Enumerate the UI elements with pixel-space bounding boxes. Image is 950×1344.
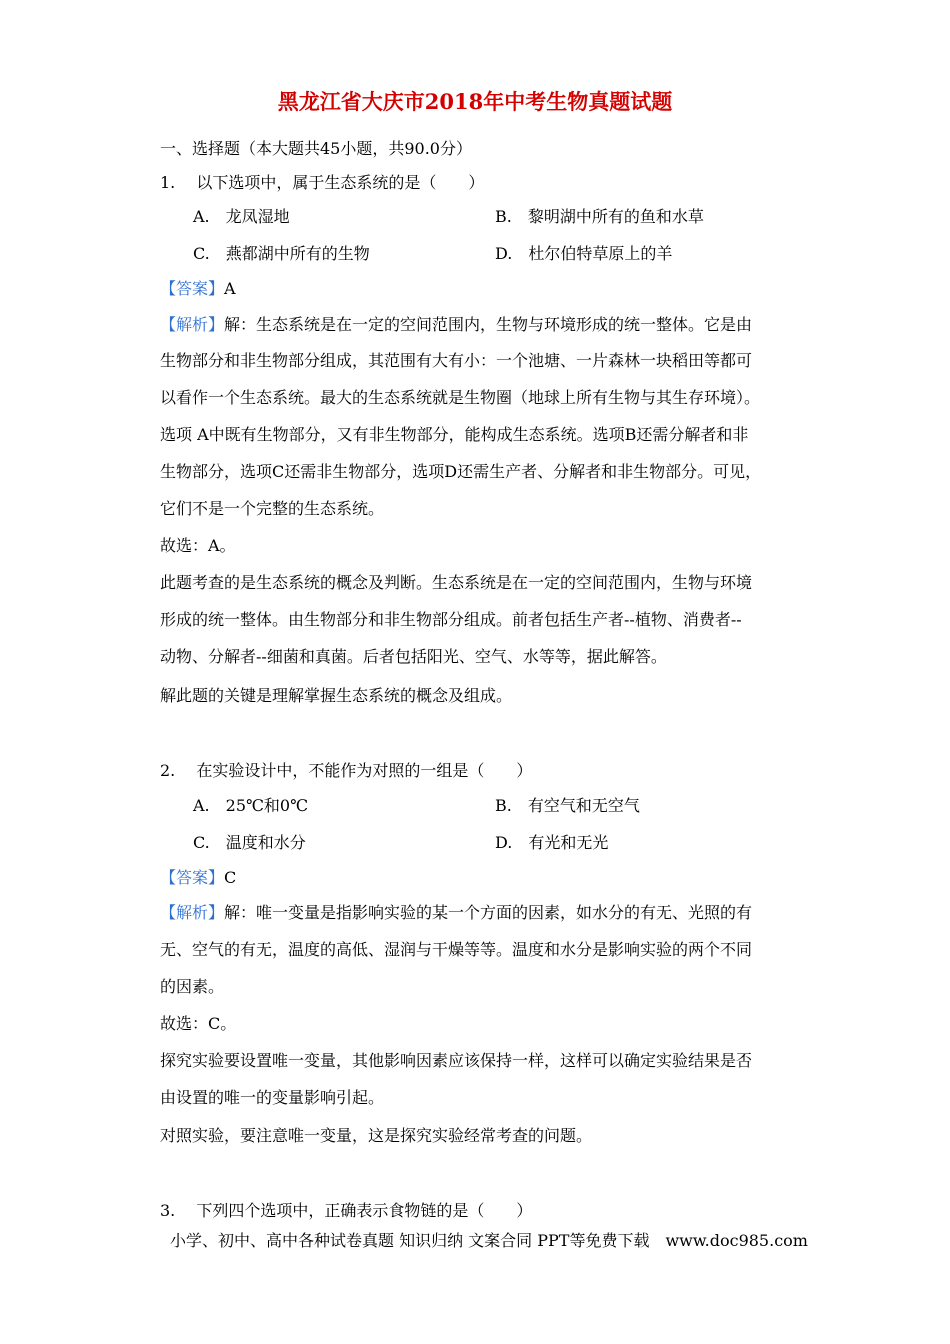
q1-choice: 故选：A。 (160, 536, 236, 555)
q1-analysis-line: 选项 A中既有生物部分，又有非生物部分，能构成生态系统。选项B还需分解者和非 (160, 425, 749, 444)
q1-note-line: 动物、分解者--细菌和真菌。后者包括阳光、空气、水等等，据此解答。 (160, 647, 667, 666)
q1-answer (160, 278, 236, 300)
question-3-stem: 3. 下列四个选项中，正确表示食物链的是（ ） (160, 1201, 533, 1220)
q1-note-line: 此题考查的是生态系统的概念及判断。生态系统是在一定的空间范围内，生物与环境 (160, 573, 753, 592)
q1-note-line: 解此题的关键是理解掌握生态系统的概念及组成。 (160, 686, 513, 705)
q2-analysis-line: 的因素。 (160, 977, 225, 996)
answer-tag: 【答案】 (160, 279, 225, 298)
q1-analysis-line: 生物部分和非生物部分组成，其范围有大有小：一个池塘、一片森林一块稻田等都可 (160, 351, 753, 370)
analysis-text: 解：生态系统是在一定的空间范围内，生物与环境形成的统一整体。它是由 (224, 315, 753, 334)
question-2-stem: 2. 在实验设计中，不能作为对照的一组是（ ） (160, 761, 533, 780)
q2-note-line: 探究实验要设置唯一变量，其他影响因素应该保持一样，这样可以确定实验结果是否 (160, 1051, 753, 1070)
q2-note-line: 对照实验，要注意唯一变量，这是探究实验经常考查的问题。 (160, 1126, 593, 1145)
section-heading: 一、选择题（本大题共45小题，共90.0分） (160, 139, 472, 158)
page-footer: 小学、初中、高中各种试卷真题 知识归纳 文案合同 PPT等免费下载 www.doc985.com (170, 1231, 808, 1250)
answer-value: A (224, 279, 236, 298)
q2-note-line: 由设置的唯一的变量影响引起。 (160, 1088, 385, 1107)
q2-analysis-line (160, 902, 752, 924)
q1-analysis-line: 它们不是一个完整的生态系统。 (160, 499, 385, 518)
q2-option-a: A. 25℃和0℃ (193, 796, 308, 815)
q2-choice: 故选：C。 (160, 1014, 237, 1033)
q2-option-c: C. 温度和水分 (193, 833, 306, 852)
answer-tag: 【答案】 (160, 868, 225, 887)
q1-option-b: B. 黎明湖中所有的鱼和水草 (495, 207, 704, 226)
analysis-tag: 【解析】 (160, 315, 225, 334)
document-title: 黑龙江省大庆市2018年中考生物真题试题 (277, 89, 673, 114)
q2-option-d: D. 有光和无光 (495, 833, 609, 852)
answer-value: C (224, 868, 237, 887)
q1-analysis-line: 生物部分，选项C还需非生物部分，选项D还需生产者、分解者和非生物部分。可见， (160, 462, 762, 481)
q2-answer (160, 867, 236, 889)
q1-note-line: 形成的统一整体。由生物部分和非生物部分组成。前者包括生产者--植物、消费者-- (160, 610, 742, 629)
q1-option-c: C. 燕都湖中所有的生物 (193, 244, 370, 263)
q2-option-b: B. 有空气和无空气 (495, 796, 640, 815)
q2-analysis-line: 无、空气的有无，温度的高低、湿润与干燥等等。温度和水分是影响实验的两个不同 (160, 940, 753, 959)
analysis-text: 解：唯一变量是指影响实验的某一个方面的因素，如水分的有无、光照的有 (224, 903, 753, 922)
question-1-stem: 1. 以下选项中，属于生态系统的是（ ） (160, 173, 485, 192)
q1-option-d: D. 杜尔伯特草原上的羊 (495, 244, 673, 263)
q1-option-a: A. 龙凤湿地 (193, 207, 290, 226)
q1-analysis-line: 以看作一个生态系统。最大的生态系统就是生物圈（地球上所有生物与其生存环境）。 (160, 388, 761, 407)
analysis-tag: 【解析】 (160, 903, 225, 922)
q1-analysis-line (160, 314, 752, 336)
